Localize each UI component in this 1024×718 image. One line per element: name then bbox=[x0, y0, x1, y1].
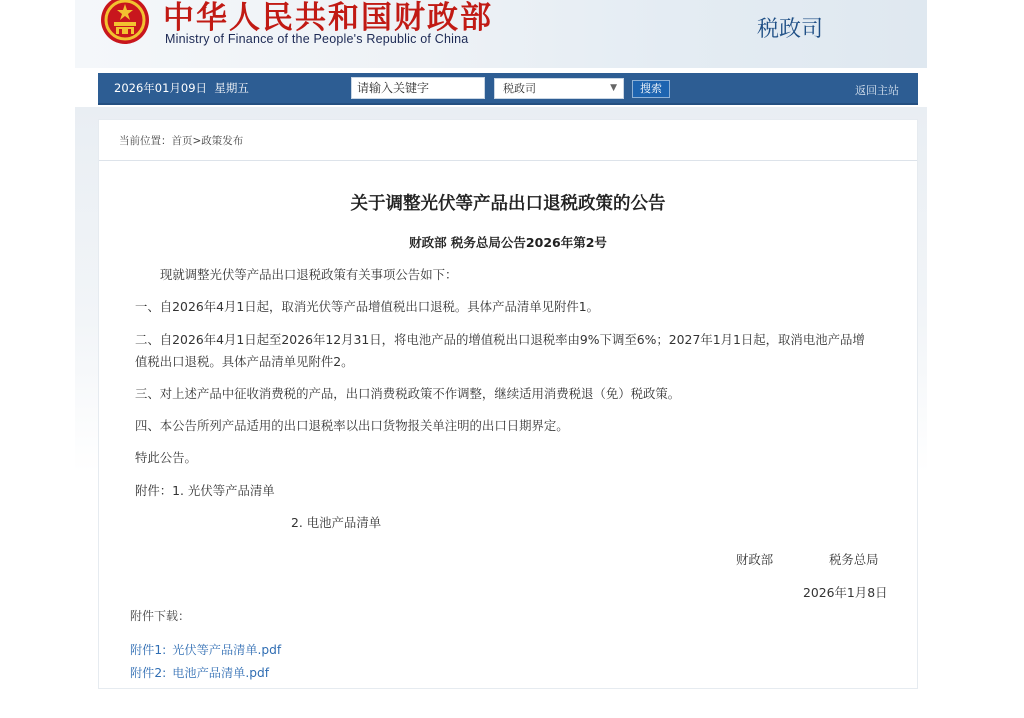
download-link-2[interactable] bbox=[130, 664, 275, 681]
weekday-text: 星期五 bbox=[214, 81, 249, 95]
intro-paragraph: 现就调整光伏等产品出口退税政策有关事项公告如下： bbox=[160, 267, 458, 282]
top-navbar bbox=[98, 73, 918, 105]
search-input[interactable]: 请输入关键字 bbox=[351, 77, 485, 99]
department-name: 税政司 bbox=[757, 17, 824, 42]
download-1-prefix: 附件1: bbox=[130, 643, 167, 657]
downloads-label: 附件下载： bbox=[130, 609, 191, 623]
return-home-link[interactable]: 返回主站 bbox=[855, 84, 899, 97]
attachment-2-text: 2. 电池产品清单 bbox=[291, 515, 382, 530]
attachments-list bbox=[135, 481, 275, 501]
download-1-filename[interactable]: 光伏等产品清单.pdf bbox=[172, 643, 282, 657]
search-button[interactable]: 搜索 bbox=[632, 80, 670, 98]
site-title-en: Ministry of Finance of the People's Republic of China bbox=[165, 32, 469, 46]
department-select-value: 税政司 bbox=[503, 82, 536, 95]
signer-mof: 财政部 bbox=[736, 552, 774, 567]
download-link-1[interactable] bbox=[130, 641, 287, 658]
attachments-label: 附件： bbox=[135, 483, 173, 498]
page bbox=[75, 0, 927, 718]
download-2-filename[interactable]: 电池产品清单.pdf bbox=[172, 666, 270, 680]
chevron-down-icon: ▼ bbox=[610, 83, 617, 93]
date-text: 2026年01月09日 bbox=[114, 81, 208, 95]
item-1-paragraph: 一、自2026年4月1日起，取消光伏等产品增值税出口退税。具体产品清单见附件1。 bbox=[135, 299, 600, 314]
current-date bbox=[114, 80, 249, 96]
department-select[interactable] bbox=[494, 78, 624, 99]
national-emblem-icon[interactable] bbox=[99, 0, 151, 46]
site-header bbox=[75, 0, 927, 68]
document-date: 2026年1月8日 bbox=[803, 585, 888, 600]
document-title: 关于调整光伏等产品出口退税政策的公告 bbox=[350, 194, 666, 214]
signer-sat: 税务总局 bbox=[829, 552, 879, 567]
item-2-paragraph: 二、自2026年4月1日起至2026年12月31日，将电池产品的增值税出口退税率由9%下调至6%；2027年1月1日起，取消电池产品增值税出口退税。具体产品清单见附件2。 bbox=[135, 332, 865, 369]
breadcrumb-label: 当前位置： bbox=[119, 135, 172, 147]
breadcrumb bbox=[119, 133, 243, 148]
item-3-paragraph: 三、对上述产品中征收消费税的产品，出口消费税政策不作调整，继续适用消费税退（免）税政策。 bbox=[135, 386, 681, 401]
divider bbox=[99, 160, 917, 161]
closing-paragraph: 特此公告。 bbox=[135, 450, 197, 465]
item-4-paragraph: 四、本公告所列产品适用的出口退税率以出口货物报关单注明的出口日期界定。 bbox=[135, 418, 569, 433]
breadcrumb-path[interactable]: 首页>政策发布 bbox=[171, 135, 244, 147]
download-2-prefix: 附件2: bbox=[130, 666, 167, 680]
document-number: 财政部 税务总局公告2026年第2号 bbox=[409, 235, 607, 250]
attachment-1-text: 1. 光伏等产品清单 bbox=[172, 483, 275, 498]
site-title-cn[interactable]: 中华人民共和国财政部 bbox=[163, 0, 493, 36]
content-panel bbox=[98, 119, 918, 689]
